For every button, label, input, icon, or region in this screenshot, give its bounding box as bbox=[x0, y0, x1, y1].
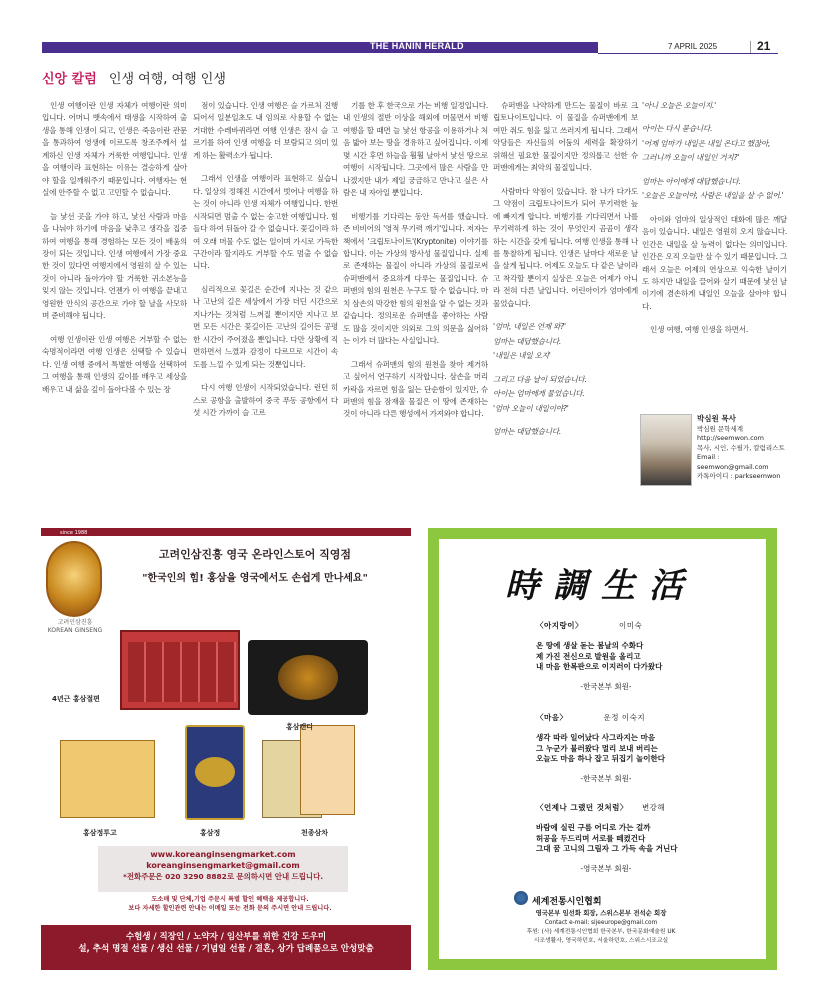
author-photo bbox=[640, 414, 692, 486]
dialog-line: 그리고 다음 날이 되었습니다. bbox=[493, 374, 587, 384]
poetry-brand-calligraphy: 時調生活 bbox=[505, 566, 697, 606]
poem-author: 변강해 bbox=[641, 803, 666, 812]
ginseng-logo-seal bbox=[46, 541, 102, 617]
author-line: 박심원 문학세계 bbox=[697, 424, 744, 433]
dialog-line: '엄마 오늘이 내일이야?' bbox=[493, 403, 569, 413]
info-line: 후원: (사) 세계전통시인협회 한국본부, 한국문화예술원 UK bbox=[526, 928, 676, 935]
product-image-jar bbox=[185, 725, 245, 820]
since-label: since 1988 bbox=[60, 530, 88, 536]
poem-body bbox=[536, 823, 756, 855]
poem bbox=[536, 620, 756, 692]
dialog-line: 아이는 다시 묻습니다. bbox=[642, 124, 713, 134]
paragraph: 여행 인생이란 인생 여행은 거부할 수 없는 숙명적이라면 여행 인생은 선택할 수 있습니다. 인생 여행 중에서 특별한 여행을 선택하여 그 여행을 통해 인생의 깊이를 배우고 세상을 배우고 내 삶을 깊이 돌아다볼 수 있는 장 bbox=[42, 334, 187, 394]
candy-emblem bbox=[278, 655, 338, 700]
brand-sub-line: KOREAN GINSENG bbox=[47, 627, 103, 635]
article-column-2 bbox=[193, 100, 338, 430]
poem-author: 이미숙 bbox=[618, 621, 643, 630]
product-label: 홍삼캔디 bbox=[286, 723, 314, 731]
poem-line: 허공을 두드리며 서로를 떼켰건다 bbox=[536, 833, 646, 843]
ad-website[interactable]: www.koreanginsengmarket.com bbox=[150, 850, 296, 859]
article-column-4 bbox=[493, 100, 638, 440]
author-email[interactable]: Email : seemwon@gmail.com bbox=[697, 453, 769, 471]
dialog-line: '내일은 내일 오지' bbox=[493, 351, 551, 361]
poem-body bbox=[536, 733, 756, 765]
info-line: 시조생활사, 영국하던호, 서울하던호, 스위스시조교실 bbox=[533, 937, 669, 944]
author-website[interactable]: http://seemwon.com bbox=[697, 434, 764, 443]
header-divider bbox=[750, 41, 751, 53]
paragraph: 다시 여행 인생이 시작되었습니다. 런던 히스로 공항을 출발하여 중국 푸동 공항에서 다섯 시간 가까이 슬 고르 bbox=[193, 383, 338, 417]
info-line: Contact e-mail: sijeeurope@gmail.com bbox=[544, 919, 658, 926]
poem-attribution: -영국본부 회원- bbox=[580, 863, 632, 873]
poem-attribution: -한국본부 회원- bbox=[580, 773, 632, 783]
ad-title: 고려인삼진흥 영국 온라인스토어 직영점 bbox=[158, 548, 352, 561]
ad-note-line: 도소매 및 단체,기업 주문시 특별 할인 혜택을 제공합니다. bbox=[151, 896, 309, 903]
poem-body bbox=[536, 641, 756, 673]
header-bar bbox=[42, 42, 598, 53]
paragraph: 기를 한 후 한국으로 가는 비행 일정입니다. 내 인생의 절반 이상을 해외에 머물면서 비행 여행을 할 때면 늘 낯선 항공을 이용하거나 처음 밟아 보는 땅을 경유하고 싶어집니다. 이제 몇 시간 후면 하늘을 훨훨 날아서 낯선 땅으로 여행이 시작됩니다. 그곳에서 많은 사람을 만나겠지만 내가 제일 궁금하고 만나고 싶은 사람은 내 자아일 뿐입니다. bbox=[343, 101, 488, 198]
product-image-tea-pack bbox=[300, 725, 355, 815]
association-info bbox=[456, 909, 746, 946]
paragraph: 그래서 인생을 여행이라 표현하고 싶습니다. 일상의 정해진 시간에서 벗어나 여행을 하는 것이 아니라 인생 자체가 여행입니다. 한번 시작되면 멈출 수 없는 숭고한 여행입니다. 힘들다 하여 뒤돌아 갈 수 없습니다. 꽃길이라 하여 오래 머물 수도 없는 일이며 가시로 가득한 구간이라 할지라도 거부할 수도 멈출 수 없습니다. bbox=[193, 174, 338, 271]
page-number: 21 bbox=[757, 39, 771, 53]
ad-phone: *전화주문은 020 3290 8882로 문의하시면 안내 드립니다. bbox=[122, 871, 324, 881]
dialog-line: 엄마는 아이에게 대답했습니다. bbox=[642, 176, 741, 186]
poem-title bbox=[536, 712, 756, 723]
poem-title-text: 〈마음〉 bbox=[536, 713, 568, 722]
author-line: 카톡아이디 : parkseemwon bbox=[697, 471, 781, 480]
poem-title-text: 〈언제나 그랬던 것처럼〉 bbox=[536, 803, 628, 812]
dialog-line: '아니 오늘은 오늘이지.' bbox=[642, 101, 716, 110]
dialog-line: 엄마는 대답했습니다. bbox=[493, 336, 562, 346]
info-line: 영국본부 임선화 회장, 스위스본부 전석순 회장 bbox=[535, 909, 667, 917]
poem bbox=[536, 802, 756, 874]
dialog-line: 그러니까 오늘이 내일인 거지?' bbox=[642, 153, 740, 163]
dialog-line: '어제 엄마가 내일은 내일 온다고 했잖아, bbox=[642, 138, 771, 148]
dialog-line: 아이는 엄마에게 물었습니다. bbox=[493, 389, 585, 399]
product-image-slices bbox=[120, 630, 240, 710]
article-title bbox=[42, 68, 226, 87]
product-image-candy bbox=[248, 640, 368, 715]
paragraph: 늘 낯선 곳을 가야 하고, 낯선 사람과 마음을 나눠야 하기에 마음을 낮추고 생각을 집중하여 여행을 통해 경험하는 모든 것이 배움의 장이 되는 것입니다. 인생 여행에서 가장 중요한 것이 있다면 여행지에서 영원히 살 수 있는 것이 아니라 돌아가야 할 거룩한 귀소본능을 잊지 않는 것입니다. 언젠가 이 여행을 끝내고 영원한 안식의 공간으로 가야 할 날을 사모하며 준비해야 됩니다. bbox=[42, 211, 187, 321]
article-headline: 인생 여행, 여행 인생 bbox=[108, 72, 226, 87]
poem-line: 온 땅에 생살 돋는 봄날의 수화다 bbox=[536, 641, 644, 650]
paragraph: 심리적으로 꽃길은 순간에 지나는 것 같으나 고난의 길은 세상에서 가장 더딘 시간으로 지나가는 것처럼 느껴질 뿐이지만 지나고 보면 모든 시간은 꽃길이든 고난의 길이든 공평한 시간이 주어졌을 뿐입니다. 다만 상황에 직면하면서 느꼈과 감정이 다르므로 시간이 속도를 느낄 수 있게 되는 것뿐입니다. bbox=[193, 284, 338, 369]
poem-line: 오늘도 마음 하나 잡고 뒤집기 놀이한다 bbox=[536, 754, 665, 763]
article-column-1 bbox=[42, 100, 187, 407]
poem-line: 내 마음 한복판으로 이지러이 다가왔다 bbox=[536, 662, 663, 671]
brand-subtitle bbox=[44, 619, 106, 636]
poem-title bbox=[536, 620, 756, 631]
poem-line: 제 가진 전신으로 발원을 올리고 bbox=[536, 651, 641, 661]
dialog-line: '오늘은 오늘이야, 사람은 내일을 살 수 없어.' bbox=[642, 191, 784, 201]
ad-top-bar bbox=[41, 528, 411, 536]
ad-bottom-line: 수험생 / 직장인 / 노약자 / 임산부를 위한 건강 도우미 bbox=[125, 932, 327, 942]
ad-note bbox=[60, 896, 400, 914]
ad-note-line: 보다 자세한 할인관련 안내는 이메일 또는 전화 문의 주시면 안내 드립니다. bbox=[128, 904, 332, 912]
poem-title-text: 〈아지랑이〉 bbox=[536, 621, 583, 630]
ad-contact-box bbox=[98, 846, 348, 892]
jar-label bbox=[195, 757, 235, 787]
ad-bottom-line: 설, 추석 명절 선물 / 생신 선물 / 기념일 선물 / 결혼, 상가 답례품으로 안성맞춤 bbox=[78, 944, 374, 955]
product-label: 홍삼정 bbox=[200, 829, 221, 837]
poem-line: 생각 따라 일어났다 사그라지는 마음 bbox=[536, 733, 656, 742]
product-label: 홍삼정투고 bbox=[83, 829, 117, 837]
ad-bottom-banner bbox=[41, 925, 411, 970]
poem-author: 운정 이숙지 bbox=[603, 713, 646, 722]
ad-tagline: "한국인의 힘! 홍삼을 영국에서도 손쉽게 만나세요" bbox=[142, 573, 368, 584]
dialog-line: 엄마는 대답했습니다. bbox=[493, 426, 562, 436]
brand-sub-line: 고려인삼진흥 bbox=[57, 619, 93, 626]
paragraph: 인생 여행, 여행 인생을 하면서. bbox=[650, 325, 749, 335]
poem-title bbox=[536, 802, 756, 813]
poem-line: 그 누군가 불러왔다 멀리 보내 버리는 bbox=[536, 743, 658, 753]
poem bbox=[536, 712, 756, 784]
paragraph: 그래서 슈퍼맨의 힘의 원천을 찾아 제거하고 싶어서 연구하기 시작합니다. 삼손을 머리카락을 자르면 힘을 잃는 단순함이 있지만, 슈퍼맨의 힘을 잠재울 물질은 이 땅에 존재하는 것이 아니라 다른 행성에서 가져와야 합니다. bbox=[343, 359, 488, 419]
article-column-5 bbox=[642, 100, 787, 348]
product-box-grid bbox=[128, 642, 236, 702]
header-rule bbox=[598, 53, 778, 54]
article-category: 신앙 칼럼 bbox=[42, 72, 97, 87]
dialog-line: '엄마, 내일은 언제 와?' bbox=[493, 322, 566, 332]
author-bio bbox=[697, 414, 787, 481]
product-label: 4년근 홍삼절편 bbox=[52, 695, 100, 703]
poem-line: 바람에 실린 구름 어디로 가는 걸까 bbox=[536, 823, 651, 832]
newspaper-name: THE HANIN HERALD bbox=[370, 41, 464, 51]
paragraph: 슈퍼맨을 나약하게 만드는 물질이 바로 크립토나이트입니다. 이 물질을 슈퍼맨에게 보여만 줘도 힘을 잃고 쓰러지게 됩니다. 그래서 악당들은 자신들의 어둠의 세력을 확장하기 위해선 필요한 물질이지만 정의롭고 선한 슈퍼맨에게는 최악의 물질입니다. bbox=[493, 101, 638, 173]
paragraph: 점이 있습니다. 인생 여행은 슬 가르처 진행되어서 일분일초도 내 임의로 사용할 수 없는 거대한 수레바퀴라면 여행 인생은 잠시 슬 고르기를 하여 인생 여행을 더 보람되고 의미 있게 하는 활력소가 됩니다. bbox=[193, 101, 338, 160]
paragraph: 아이와 엄마의 일상적인 대화에 많은 깨달음이 있습니다. 내일은 영원히 오지 않습니다. 인간은 내일을 살 능력이 없다는 의미입니다. 인간은 오직 오늘만 살 수 있기 때문입니다. 그래서 오늘은 어제의 연상으로 익숙한 날이기도 하지만 내일을 끌어와 살기 때문에 낯선 날이기에 겸손하게 내일인 오늘을 살아야 합니다. bbox=[642, 214, 787, 311]
product-image-togo bbox=[60, 740, 155, 818]
poem-attribution: -한국본부 회원- bbox=[580, 681, 632, 691]
paragraph: 비행기를 기다리는 동안 독서를 했습니다. 존 비비어의 '영적 무기력 깨기'입니다. 저자는 책에서 '크립토나이트'(Kryptonite) 이야기를 합니다. 이는 가상의 방사성 물질입니다. 실제로 존재하는 물질이 아니라 가상의 물질로써 슈퍼맨에서 중요하게 다루는 물질입니다. 슈퍼맨의 힘의 원천은 누구도 할 수 없습니다. 마치 삼손의 막강한 힘의 원천을 알 수 없는 것과 같습니다. 정의로운 슈퍼맨을 좋아하는 사람도 많을 것이지만 의외로 그의 의문을 싫어하는 이가 더 많다는 사실입니다. bbox=[343, 211, 488, 346]
ad-email[interactable]: koreanginsengmarket@gmail.com bbox=[146, 860, 300, 870]
association-name: 세계전통시인협회 bbox=[532, 897, 602, 907]
issue-date: 7 APRIL 2025 bbox=[668, 42, 718, 51]
paragraph: 인생 여행이란 인생 자체가 여행이란 의미입니다. 어머니 뱃속에서 태생을 시작하여 출생을 통해 인생이 되고, 인생은 죽음이란 관문을 통과하여 영생에 이르도록 창조주께서 설계하신 인생 자체가 거룩한 여행입니다. 인생을 여행이라 표현하는 이유는 결승하게 살아야 할을 일깨워주기 때문입니다. 여행자는 현실에 안주할 수 없고 고민할 수 없습니다. bbox=[42, 101, 187, 198]
paragraph: 사람마다 약점이 있습니다. 참 나가 다가도 그 약점이 크립토나이트가 되어 무기력한 늪에 빠지게 합니다. 비행기를 기다리면서 나를 무기력하게 하는 것이 무엇인지 곰곰이 생각하는 시간을 갖게 됩니다. 여행 인생을 통해 나를 통찰하게 됩니다. 인생은 날마다 새로운 날을 살게 됩니다. 어제도 오늘도 다 같은 날이라고 착각할 뿐이지 실상은 오늘은 어제가 아니라 전혀 다른 날입니다. 어린아이가 엄마에게 물었습니다. bbox=[493, 186, 638, 308]
author-line: 목사, 시인, 수필가, 칼럼리스트 bbox=[697, 443, 785, 452]
association-logo-icon bbox=[514, 891, 528, 905]
poem-line: 그대 꿈 고니의 그림자 그 가득 속을 거닌다 bbox=[536, 844, 678, 853]
author-name: 박심원 목사 bbox=[697, 414, 736, 423]
product-label: 천종삼차 bbox=[301, 829, 329, 837]
article-column-3 bbox=[343, 100, 488, 432]
